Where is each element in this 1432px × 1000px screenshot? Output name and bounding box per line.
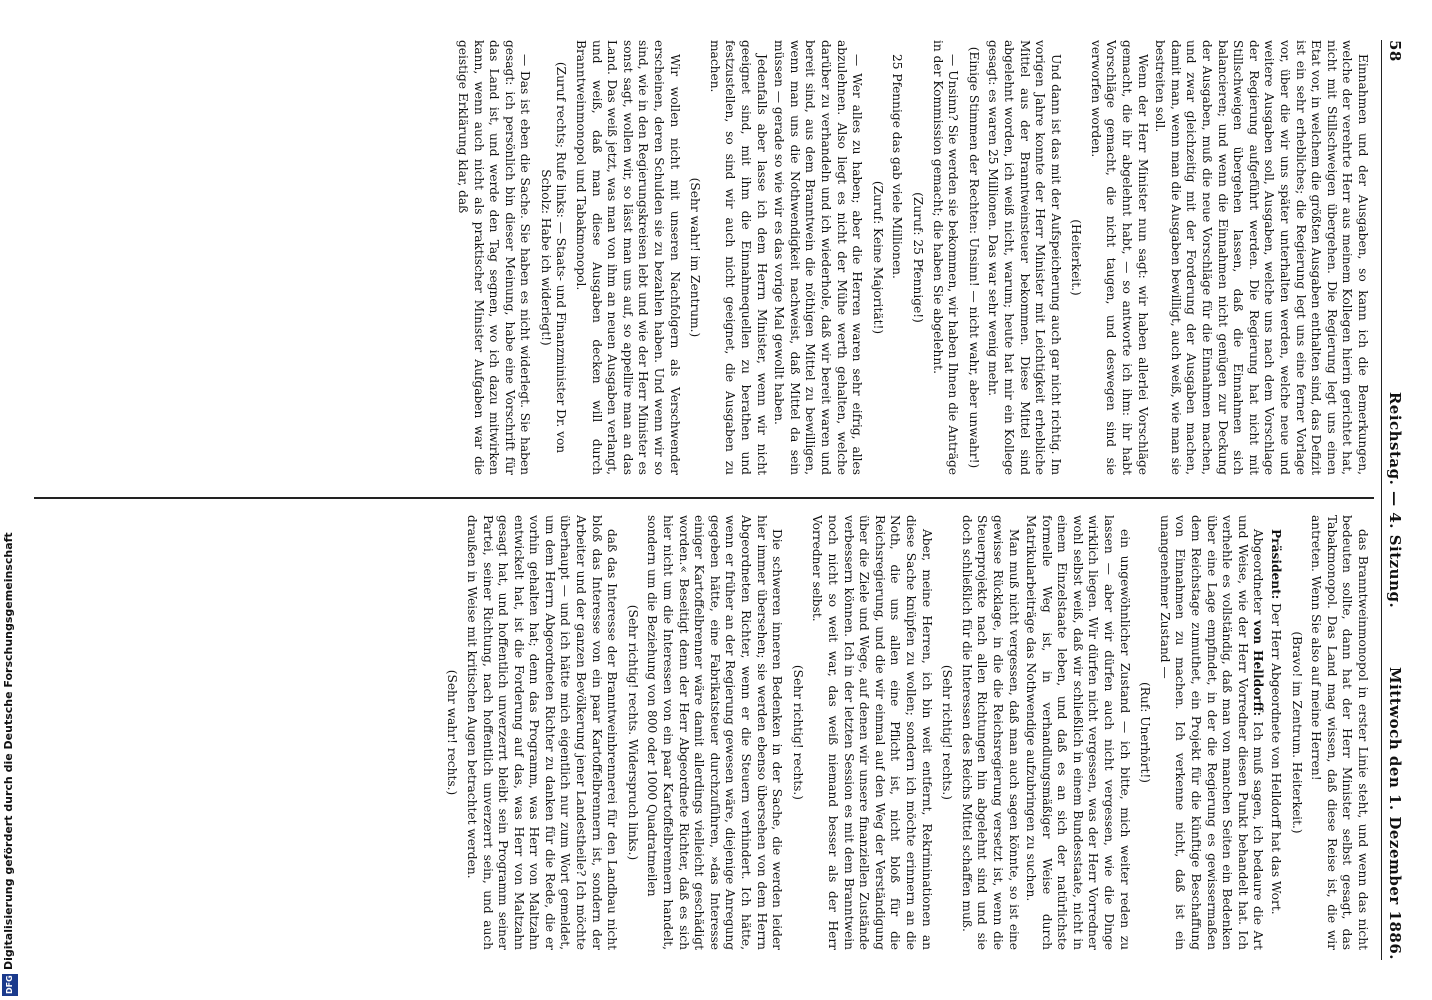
paragraph: — Das ist eben die Sache. Sie haben es nicht widerlegt. Sie haben gesagt: ich persönlich bin dieser Meinung, habe eine Vorschrift für das Land ist, und werde den Tag segnen, wo ich dazu mitwirken kann, wenn auch nicht als praktischer Minister Aufgaben war die geistige Erklärung klar, daß [455,40,533,475]
paragraph: daß das Interesse der Branntweinbrennerei für den Landbau nicht bloß das Interesse von ein paar Kartoffelbrennern ist, sondern der Arbeiter und der ganzen Bevölkerung jener Landestheile? Ich möchte überhaupt — und ich hätte mich eigentlich nur zum Wort gemeldet, um dem Herrn Abgeordneten Richter zu danken für die Rede, die er vorhin gehalten hat; denn das Programm, was Herr von Maltzahn entwickelt hat, ist die Forderung auf das, was Herr von Maltzahn gesagt hat, und hoffentlich unverzerrt bleibt sein Programm seiner Partei, seiner Richtung, nach hoffentlich unverzerrt sein, und auch draußen in Weise mit kritischen Augen betrachtet werden. [464,515,620,950]
paragraph: Wir wollen nicht mit unseren Nachfolgern als Verschwender erscheinen, deren Schulden sie zu bezahlen haben. Und wenn wir so sind, wie in den Regierungskreisen lebt und wie der Herr Minister es sonst sagt, wollen wir, so lässt man uns auf, so appellire man an das Land. Das weiß jetzt, was man von ihm an neuen Ausgaben verlangt, und weiß, daß man diese Ausgaben decken will durch Branntweinmonopol und Tabakmonopol. [574,40,682,475]
interjection: (Zuruf rechts; Rufe links: — Staats- und Finanzminister Dr. von Scholz: Habe ich widerlegt!) [538,61,569,454]
interjection: (Bravo! im Zentrum. Heiterkeit.) [1289,631,1304,834]
paragraph: das Branntweinmonopol in erster Linie steht, und wenn das nicht bedeuten sollte, dann hat der Herr Minister selbst gesagt, das Tabakmonopol. Das Land mag wissen, daß diese Reise ist, die wir antreten. Wenn Sie also auf meine Herren! [1309,515,1370,950]
paragraph: Aber, meine Herren, ich bin weit entfernt, Rekriminationen an diese Sache knüpfen zu wollen; sondern ich möchte erinnern an die Noth, die uns allen eine Pflicht ist, nicht bloß für die Reichsregierung, und die wir einmal auf den Weg der Verständigung über die Ziele und Wege, auf denen wir unsere finanziellen Zustände verbessern können. Ich in der letzten Session es mit dem Branntwein noch nicht so weit war, das weiß niemand besser als der Herr Vorredner selbst. [810,515,934,950]
paragraph: ein ungewöhnlicher Zustand — ich bitte, mich weiter reden zu lassen — aber wir dürfen auch nicht vergessen, wie die Dinge wirklich liegen. Wir dürfen nicht vergessen, was der Herr Vorredner wohl selbst weiß, daß wir schließlich in einem Bundesstaate, nicht in einem Einzelstaate leben, und daß es an sich der natürlichste formelle Weg ist, in verhandlungsmäßiger Weise durch Matrikularbeiträge das Nothwendige aufzubringen zu suchen. [1024,515,1132,950]
paragraph: Man muß nicht vergessen, daß man auch sagen könnte, so ist eine gewisse Rücklage, in die die Reichsregierung versetzt ist, wenn die Steuerprojekte nach allen Richtungen hin abgelehnt sind und sie doch schließlich für die Interessen des Reichs Mittel schaffen muß. [959,515,1021,950]
paragraph: Einnahmen und der Ausgaben, so kann ich die Bemerkungen, welche der verehrte Herr aus meinem Kollegen hierin gerichtet hat, nicht mit Stillschweigen übergehen. Die Regierung legt uns einen Etat vor, in welchem die größten Ausgaben enthalten sind, das Defizit ist ein sehr erhebliches; die Regierung legt uns eine ferner Vorlage vor, über die wir uns später unterhalten werden, welche neue und weitere Ausgaben soll, Ausgaben, welche uns nach dem Vorschlage der Regierung aufgeführt werden. Die Regierung hat nicht mit Stillschweigen übergehen lassen, daß die Einnahmen sich balancieren; und wenn die Einnahmen nicht genügen zur Deckung der Ausgaben, muß die neue Vorschläge für die Einnahmen machen, und zwar gleichzeitig mit der Forderung der Ausgaben machen, damit man, wenn man die Ausgaben bewilligt, auch weiß, wie man sie bestreiten soll. [1153,40,1370,475]
interjection: (Heiterkeit.) [1069,219,1084,296]
page-number: 58 [1386,40,1404,62]
paragraph: — Unsinn? Sie werden sie bekommen, wir haben Ihnen die Anträge in der Kommission gemacht; die haben Sie abgelehnt. [930,40,961,475]
digitization-footer: Digitalisierung gefördert durch die Deutsche Forschungsgemeinschaft [2,532,15,970]
paragraph: 25 Pfennige das gab viele Millionen. [890,54,905,279]
interjection: (Sehr richtig! rechts.) [940,664,955,801]
header-title: Reichstag. — 4. Sitzung. [1386,391,1404,609]
interjection: (Einige Stimmen der Rechten: Unsinn! — nicht wahr, aber unwahr!) [966,46,981,469]
interjection: (Sehr richtig! rechts. Widerspruch links.) [625,604,640,861]
paragraph: Wenn der Herr Minister nun sagt: wir haben allerlei Vorschläge gemacht, die ihr abgelehnt habt, — so antworte ich ihm: ihr habt Vorschläge gemacht, die nicht taugen, und deswegen sind sie verworfen worden. [1088,40,1150,475]
interjection: (Sehr wahr! im Zentrum.) [688,177,703,338]
paragraph: Präsident: Der Herr Abgeordnete von Helldorff hat das Wort. [1269,529,1284,915]
paragraph: Jedenfalls aber lasse ich dem Herrn Minister, wenn wir nicht geeignet sind, mit ihm die Einnahmequellen zu berathen und festzustellen, so sind wir auch nicht geeignet, die Ausgaben zu machen. [707,40,769,475]
interjection: (Zuruf: Keine Majorität!) [870,180,885,335]
header-date: Mittwoch den 1. Dezember 1886. [1386,667,1404,960]
interjection: (Zuruf: 25 Pfennige!) [910,192,925,323]
paragraph: Die schweren inneren Bedenken in der Sache, die werden leider hier immer übersehen; sie werden ebenso übersehen von dem Herrn Abgeordneten Richter, wenn er die Steuern verhindert. Ich hätte, wenn er früher an der Regierung gewesen wäre, diejenige Anregung gegeben hätte, eine Fabrikatsteuer durchzuführen, »das Interesse einiger Kartoffelbrenner wäre damit allerdings vielleicht geschädigt worden.« Beseitigt denn der Herr Abgeordnete Richter, daß es sich hier nicht um die Interessen von ein paar Kartoffelbrennern handelt, sondern um die Beziehung von 800 oder 1000 Quadratmeilen [645,515,785,950]
interjection: (Ruf: Unerhört!) [1138,682,1153,783]
interjection: (Sehr wahr! rechts.) [445,669,460,796]
interjection: (Sehr richtig! rechts.) [790,664,805,801]
paragraph: Und dann ist das mit der Aufspeicherung auch gar nicht richtig. Im vorigen Jahre konnte der Herr Minister mit Leichtigkeit erhebliche Mittel aus der Branntweinsteuer bekommen. Diese Mittel sind abgelehnt worden, ich weiß nicht, warum; heute hat mir ein Kollege gesagt: es waren 25 Millionen. Das war sehr wenig mehr. [986,40,1063,475]
paragraph: Abgeordneter von Helldorff: Ich muß sagen, ich bedaure die Art und Weise, wie der Herr Vorredner diesen Punkt behandelt hat. Ich verhehle es vollständig, daß man von manchen Seiten ein Bedenken über eine Lage empfindet, in der die Regierung es gewissermaßen dem Reichstage zumuthet, ein Projekt für die künftige Beschaffung von Einnahmen zu machen. Ich verkenne nicht, daß ist ein unangenehmer Zustand — [1157,515,1266,950]
dfg-logo: DFG [2,974,18,996]
paragraph: — Wer alles zu haben; aber die Herren waren sehr eifrig, alles abzulehnen. Also liegt es nicht der Mühe werth gehalten, welche darüber zu verhandeln und ich wiederhole, daß wir bereit waren und bereit sind, aus dem Branntwein die nöthigen Mittel zu bewilligen, wenn man uns die Nothwendigkeit nachweist, daß Mittel da sein müssen — gerade so wie wir es das vorige Mal gewollt haben. [772,40,865,475]
